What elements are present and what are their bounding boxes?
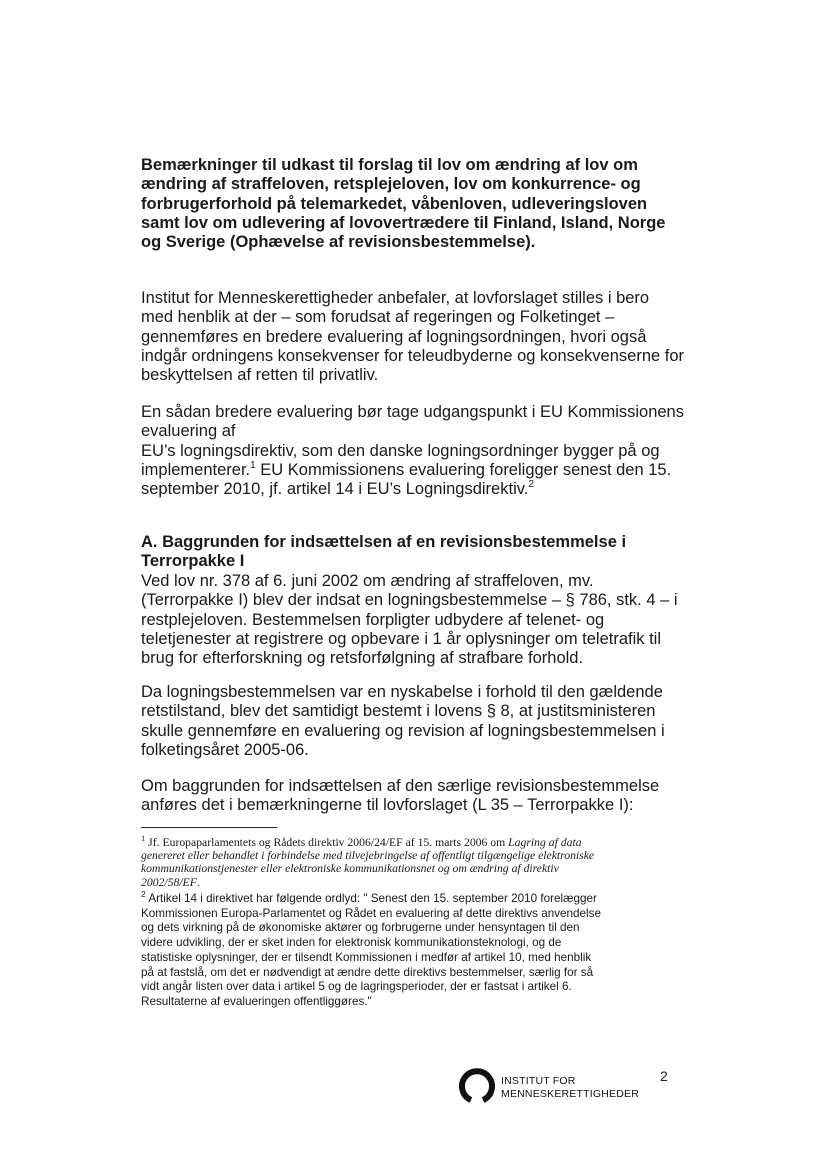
footnote-line: Resultaterne af evalueringen offentliggøres." [141, 994, 372, 1008]
footnote-2 [141, 889, 686, 1010]
title-line: og Sverige (Ophævelse af revisionsbestemmelse). [141, 233, 536, 252]
title-line: samt lov om udlevering af lovovertrædere til Finland, Island, Norge [141, 213, 666, 232]
title-line: ændring af straffeloven, retsplejeloven, lov om konkurrence- og [141, 175, 641, 194]
section-a-paragraph-3 [141, 777, 686, 816]
text-line: Institut for Menneskerettigheder anbefaler, at lovforslaget stilles i bero [141, 289, 650, 307]
document-title [141, 156, 681, 252]
text-line: (Terrorpakke I) blev der indsat en logningsbestemmelse – § 786, stk. 4 – i [141, 591, 678, 610]
footnote-text: Artikel 14 i direktivet har følgende ordlyd: " Senest den 15. september 2010 forelægger [145, 892, 597, 905]
text-line: brug for efterforskning og retsforfølgning af strafbare forhold. [141, 649, 584, 668]
text-line: evaluering af [141, 422, 236, 441]
text-line: Om baggrunden for indsættelsen af den særlige revisionsbestemmelse [141, 777, 660, 795]
section-a-paragraph-1 [141, 572, 686, 668]
footnote-number: 1 [141, 833, 146, 843]
footnote-italic: 2002/58/EF [141, 875, 197, 889]
institute-logo [459, 1067, 659, 1107]
footnote-number: 2 [141, 889, 146, 899]
footnote-line [141, 849, 686, 862]
footnote-line [141, 876, 686, 889]
footnote-divider [141, 827, 277, 828]
footnote-line: og dets virkning på de økonomiske aktører og forbrugerne under hensyntagen til den [141, 921, 580, 935]
footnote-text: . [196, 875, 200, 889]
text-fragment: EU Kommissionens evaluering foreligger senest den 15. [255, 460, 672, 479]
text-line: Da logningsbestemmelsen var en nyskabelse i forhold til den gældende [141, 683, 663, 701]
logo-line-1: INSTITUT FOR [501, 1075, 576, 1087]
text-line [141, 461, 686, 480]
footnote-text: Jf. Europaparlamentets og Rådets direktiv 2006/24/EF af 15. marts 2006 om [145, 836, 509, 849]
footnote-line [141, 862, 686, 875]
section-a-heading [141, 533, 686, 572]
logo-text [501, 1075, 639, 1101]
evaluation-paragraph [141, 403, 686, 499]
text-line: beskyttelsen af retten til privatliv. [141, 366, 379, 385]
text-line: anføres det i bemærkningerne til lovforslaget (L 35 – Terrorpakke I): [141, 796, 634, 815]
text-line: teletjenester at registrere og opbevare i 1 år oplysninger om teletrafik til [141, 629, 662, 648]
heading-line: Terrorpakke I [141, 552, 245, 571]
footnote-line: vidt angår listen over data i artikel 5 og de lagringsperioder, der er fastsat i artikel 6. [141, 980, 572, 994]
text-line: restplejeloven. Bestemmelsen forpligter udbydere af telenet- og [141, 610, 605, 629]
footnote-ref-2[interactable]: 2 [528, 479, 534, 491]
text-line: folketingsåret 2005-06. [141, 740, 309, 759]
title-line: forbrugerforhold på telemarkedet, våbenloven, udleveringsloven [141, 194, 648, 213]
footnote-line: videre udvikling, der er sket inden for elektronisk kommunikationsteknologi, og de [141, 936, 562, 950]
footnote-italic: kommunikationstjenester eller elektroniske kommunikationsnet og om ændring af direktiv [141, 862, 559, 876]
footnote-italic: Lagring af data [508, 836, 582, 849]
footnote-line [141, 833, 686, 849]
text-line: med henblik at der – som forudsat af regeringen og Folketinget – [141, 308, 615, 327]
text-line: indgår ordningens konsekvenser for teleudbyderne og konsekvenserne for [141, 346, 685, 365]
footnote-line: på at fastslå, om det er nødvendigt at ændre dette direktivs bestemmelser, særlig for så [141, 965, 594, 979]
institute-logo-icon [459, 1067, 495, 1103]
text-fragment: september 2010, jf. artikel 14 i EU’s Logningsdirektiv. [141, 480, 529, 499]
heading-line: A. Baggrunden for indsættelsen af en revisionsbestemmelse i [141, 533, 627, 551]
footnote-1 [141, 833, 686, 889]
logo-line-2: MENNESKERETTIGHEDER [501, 1088, 639, 1100]
footnote-line: statistiske oplysninger, der er tilsendt Kommissionen i medfør af artikel 10, med henblik [141, 950, 592, 964]
text-fragment: implementerer. [141, 460, 251, 479]
footnote-line [141, 889, 686, 907]
title-line: Bemærkninger til udkast til forslag til lov om ændring af lov om [141, 156, 638, 174]
intro-paragraph [141, 289, 686, 385]
text-line: EU’s logningsdirektiv, som den danske logningsordninger bygger på og [141, 441, 660, 460]
text-line: skulle gennemføre en evaluering og revision af logningsbestemmelsen i [141, 721, 665, 740]
footnote-italic: genereret eller behandlet i forbindelse med tilvejebringelse af offentligt tilgængelige elektroniske [141, 849, 595, 863]
text-line: gennemføres en bredere evaluering af logningsordningen, hvori også [141, 327, 647, 346]
section-a-paragraph-2 [141, 683, 686, 760]
footnote-line: Kommissionen Europa-Parlamentet og Rådet en evaluering af dette direktivs anvendelse [141, 906, 601, 920]
page-number: 2 [660, 1068, 668, 1084]
footnote-ref-1[interactable]: 1 [250, 459, 256, 471]
text-line: En sådan bredere evaluering bør tage udgangspunkt i EU Kommissionens [141, 403, 684, 421]
text-line: retstilstand, blev det samtidigt bestemt i lovens § 8, at justitsministeren [141, 702, 656, 721]
text-line [141, 480, 686, 499]
text-line: Ved lov nr. 378 af 6. juni 2002 om ændring af straffeloven, mv. [141, 572, 594, 590]
